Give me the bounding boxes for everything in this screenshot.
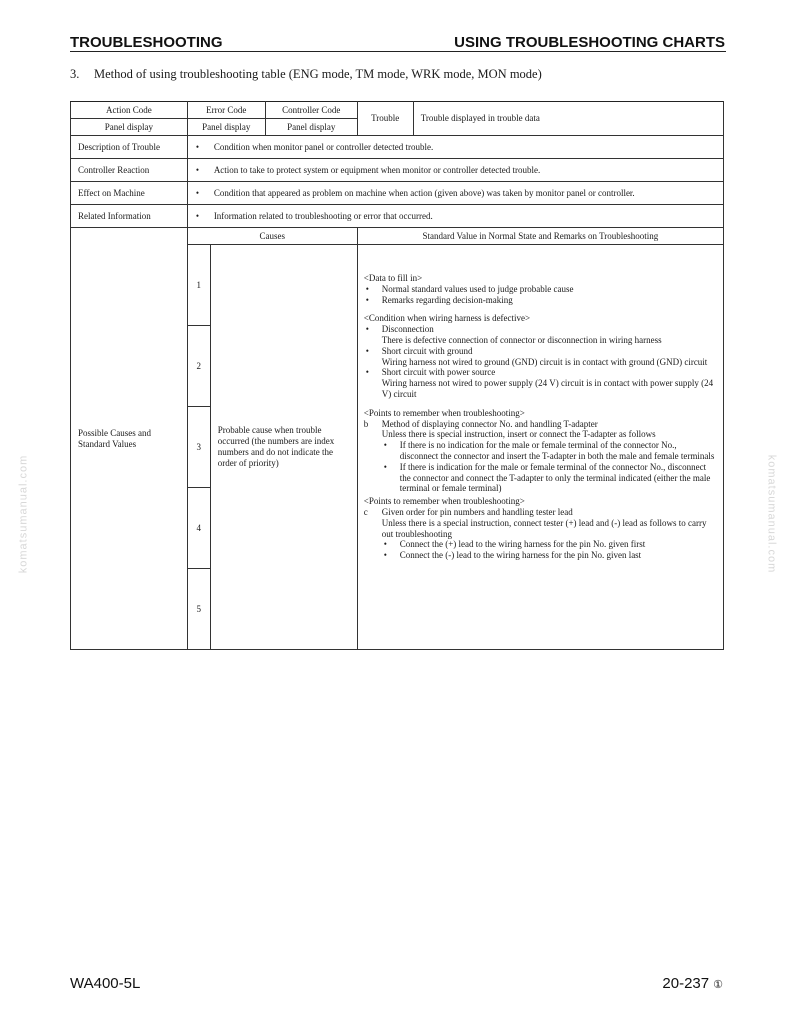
panel-display-cell-2: Panel display: [187, 119, 265, 136]
point-b-item-2: • If there is indication for the male or female terminal of the connector No., disconnect the connector and connect the T-adapter to only the terminal indicated (either the male terminal or female terminal): [364, 462, 717, 494]
standard-value-cell: [357, 245, 723, 650]
wiring-block: [364, 313, 717, 399]
section-title: Method of using troubleshooting table (ENG mode, TM mode, WRK mode, MON mode): [94, 67, 542, 81]
trouble-cell: Trouble: [357, 102, 413, 136]
watermark-left: komatsumanual.com: [17, 454, 30, 574]
error-code-cell: Error Code: [187, 102, 265, 119]
wiring-item-2-desc: Wiring harness not wired to ground (GND) circuit is in contact with ground (GND) circuit: [381, 356, 708, 367]
header-section-title: TROUBLESHOOTING: [70, 34, 223, 51]
wiring-item-3-desc: Wiring harness not wired to power supply (24 V) circuit is in contact with power supply (24 V) circuit: [381, 378, 714, 399]
standard-value-header: Standard Value in Normal State and Remarks on Troubleshooting: [357, 228, 723, 245]
troubleshooting-table: [70, 101, 724, 650]
data-bullet-2: • Remarks regarding decision-making: [364, 295, 717, 306]
data-fill-in-heading: <Data to fill in>: [363, 273, 423, 283]
points-block-b: [364, 408, 717, 494]
header-rule: [70, 51, 726, 52]
point-c-item-2: • Connect the (-) lead to the wiring harness for the pin No. given last: [364, 550, 717, 561]
wiring-heading: <Condition when wiring harness is defective>: [363, 313, 531, 324]
cause-index-5: 5: [196, 603, 202, 614]
revision-mark: ①: [713, 979, 723, 991]
points-block-c: [364, 496, 717, 561]
row-label-related: Related Information: [71, 205, 188, 228]
cause-index-column: [187, 245, 210, 650]
row-label-description: Description of Trouble: [71, 136, 188, 159]
cause-index-2: 2: [188, 326, 210, 407]
cause-index-4: 4: [188, 488, 210, 569]
row-text-effect: • Condition that appeared as problem on machine when action (given above) was taken by monitor panel or controller.: [187, 182, 723, 205]
trouble-desc-cell: Trouble displayed in trouble data: [413, 102, 723, 136]
points-heading-c: <Points to remember when troubleshooting>: [363, 496, 525, 507]
section-number: 3.: [70, 67, 80, 81]
wiring-item-1: • Disconnection: [364, 324, 717, 335]
point-c-title: [364, 507, 717, 518]
point-c-marker: c: [363, 506, 368, 517]
point-c-desc: Unless there is a special instruction, connect tester (+) lead and (-) lead as follows to carry out troubleshooting: [381, 517, 707, 539]
wiring-item-1-desc: There is defective connection of connector or disconnection in wiring harness: [381, 334, 662, 345]
causes-header: Causes: [187, 228, 357, 245]
point-c-title-text: Given order for pin numbers and handling tester lead: [381, 506, 573, 517]
row-label-effect: Effect on Machine: [71, 182, 188, 205]
row-label-reaction: Controller Reaction: [71, 159, 188, 182]
header-chapter-title: USING TROUBLESHOOTING CHARTS: [454, 34, 725, 51]
cause-index-1: 1: [188, 245, 210, 326]
action-code-cell: Action Code: [71, 102, 188, 119]
row-text-description: • Condition when monitor panel or controller detected trouble.: [187, 136, 723, 159]
panel-display-cell-3: Panel display: [265, 119, 357, 136]
row-text-related: • Information related to troubleshooting or error that occurred.: [187, 205, 723, 228]
wiring-item-3: • Short circuit with power source: [364, 367, 717, 378]
point-b-title: [364, 419, 717, 430]
points-heading-b: <Points to remember when troubleshooting>: [363, 407, 525, 418]
point-c-item-1: • Connect the (+) lead to the wiring harness for the pin No. given first: [364, 539, 717, 550]
probable-cause-cell: [210, 245, 357, 650]
footer-page-number: 20-237: [662, 975, 710, 992]
panel-display-cell-1: Panel display: [71, 119, 188, 136]
cause-index-3: 3: [188, 407, 210, 488]
point-b-marker: b: [363, 418, 369, 429]
point-b-desc: Unless there is special instruction, insert or connect the T-adapter as follows: [381, 429, 656, 440]
section-heading: [70, 67, 542, 82]
point-b-item-1: • If there is no indication for the male or female terminal of the connector No., disconnect the connector and insert the T-adapter in both the male and female terminals: [364, 440, 717, 462]
data-fill-in-block: [364, 273, 717, 305]
probable-cause-text: Probable cause when trouble occurred (the numbers are index numbers and do not indicate the order of priority): [217, 425, 335, 468]
possible-causes-label: Possible Causes and Standard Values: [71, 228, 188, 650]
data-bullet-1: • Normal standard values used to judge probable cause: [364, 284, 717, 295]
watermark-right: komatsumanual.com: [765, 454, 778, 574]
wiring-item-2: • Short circuit with ground: [364, 346, 717, 357]
footer-model: WA400-5L: [70, 975, 141, 992]
point-b-title-text: Method of displaying connector No. and handling T-adapter: [381, 418, 598, 429]
controller-code-cell: Controller Code: [265, 102, 357, 119]
footer-page: [662, 975, 723, 992]
row-text-reaction: • Action to take to protect system or equipment when monitor or controller detected trouble.: [187, 159, 723, 182]
